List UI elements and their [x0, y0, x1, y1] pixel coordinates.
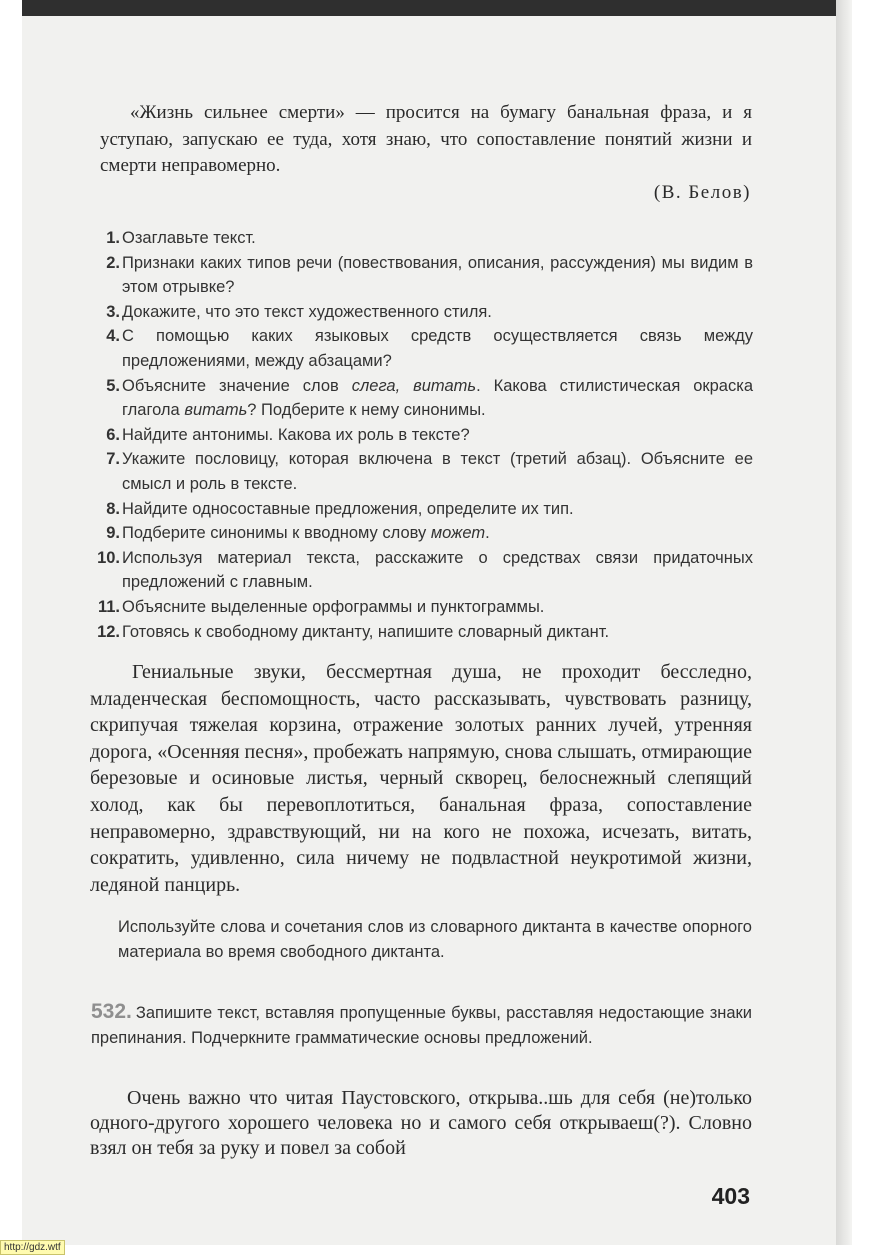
task-number: 4.: [106, 327, 120, 346]
task-number: 9.: [106, 524, 120, 543]
task-item: [87, 521, 753, 546]
task-number: 6.: [106, 425, 120, 444]
task-text: Найдите односоставные предложения, определите их тип.: [122, 499, 574, 518]
task-text-part: Объясните значение слов: [122, 376, 352, 395]
intro-paragraph: «Жизнь сильнее смерти» — просится на бумагу банальная фраза, и я уступаю, запускаю ее туда, хотя знаю, что сопоставление понятий жизни и смерти неправомерно.: [100, 102, 752, 176]
task-italic-term: слега, витать: [351, 376, 477, 395]
task-number: 10.: [97, 548, 120, 567]
dictation-note: Используйте слова и сочетания слов из словарного диктанта в качестве опорного материала во время свободного диктанта.: [118, 918, 752, 961]
task-number: 3.: [106, 302, 120, 321]
task-text-part: Подберите синонимы к вводному слову: [122, 524, 431, 543]
dictation-words-paragraph: Гениальные звуки, бессмертная душа, не проходит бесследно, младенческая беспомощность, часто рассказывать, чувствовать разницу, скрипучая тяжелая корзина, отражение золотых ранних лучей, утренняя дорога, «Осенняя песня», пробежать напрямую, снова слышать, отмирающие березовые и осиновые листья, черный скворец, белоснежный слепящий холод, как бы перевоплотиться, банальная фраза, сопоставление неправомерно, здравствующий, ни на кого не похожа, исчезать, витать, сократить, удивленно, сила ничему не подвластной неукротимой жизни, ледяной панцирь.: [90, 661, 752, 896]
task-item: [87, 226, 753, 251]
watermark-link[interactable]: http://gdz.wtf: [0, 1240, 65, 1255]
task-number: 8.: [106, 499, 120, 518]
task-item: [87, 620, 753, 645]
exercise-instruction-text: Запишите текст, вставляя пропущенные буквы, расставляя недостающие знаки препинания. Подчеркните грамматические основы предложений.: [91, 1004, 752, 1047]
task-text: С помощью каких языковых средств осуществляется связь между предложениями, между абзацами?: [122, 327, 753, 370]
task-item: [87, 595, 753, 620]
task-number: 5.: [106, 376, 120, 395]
author-attribution: (В. Белов): [653, 182, 751, 203]
task-item: [87, 251, 753, 300]
task-text-part: .: [485, 524, 490, 543]
task-italic-term: витать: [184, 401, 248, 420]
task-number: 2.: [106, 253, 120, 272]
exercise-text-paragraph: Очень важно что читая Паустовского, открыва..шь для себя (не)только одного-другого хорошего человека но и самого себя открываеш(?). Словно взял он тебя за руку и повел за собой: [90, 1087, 752, 1159]
task-list: [87, 226, 753, 644]
task-item: [87, 374, 753, 423]
exercise-number: 532.: [91, 1000, 132, 1023]
task-item: [87, 423, 753, 448]
exercise-532-instruction: [91, 999, 752, 1051]
task-text: Озаглавьте текст.: [122, 229, 256, 247]
scan-top-border: [22, 0, 838, 16]
task-italic-term: может: [430, 524, 486, 543]
page-number: 403: [711, 1183, 750, 1209]
task-item: [87, 497, 753, 522]
task-number: 11.: [97, 597, 120, 616]
task-text: Найдите антонимы. Какова их роль в тексте?: [122, 425, 470, 444]
task-text: Докажите, что это текст художественного стиля.: [122, 302, 492, 321]
task-text: Укажите пословицу, которая включена в текст (третий абзац). Объясните ее смысл и роль в тексте.: [122, 450, 753, 493]
task-text: Готовясь к свободному диктанту, напишите словарный диктант.: [122, 622, 610, 641]
task-item: [87, 546, 753, 595]
task-number: 1.: [106, 229, 120, 247]
task-item: [87, 447, 753, 496]
task-text: Признаки каких типов речи (повествования, описания, рассуждения) мы видим в этом отрывке?: [122, 253, 753, 297]
task-text: Объясните выделенные орфограммы и пунктограммы.: [122, 597, 545, 616]
page-edge-shadow: [836, 0, 852, 1245]
task-number: 7.: [106, 450, 120, 469]
task-text-part: . Какова стилистическая окраска глагола: [122, 376, 753, 420]
task-text-part: ? Подберите к нему синонимы.: [247, 401, 486, 420]
task-text: Используя материал текста, расскажите о средствах связи придаточных предложений с главным.: [122, 548, 753, 592]
task-item: [87, 324, 753, 373]
task-item: [87, 300, 753, 325]
task-number: 12.: [97, 622, 120, 641]
